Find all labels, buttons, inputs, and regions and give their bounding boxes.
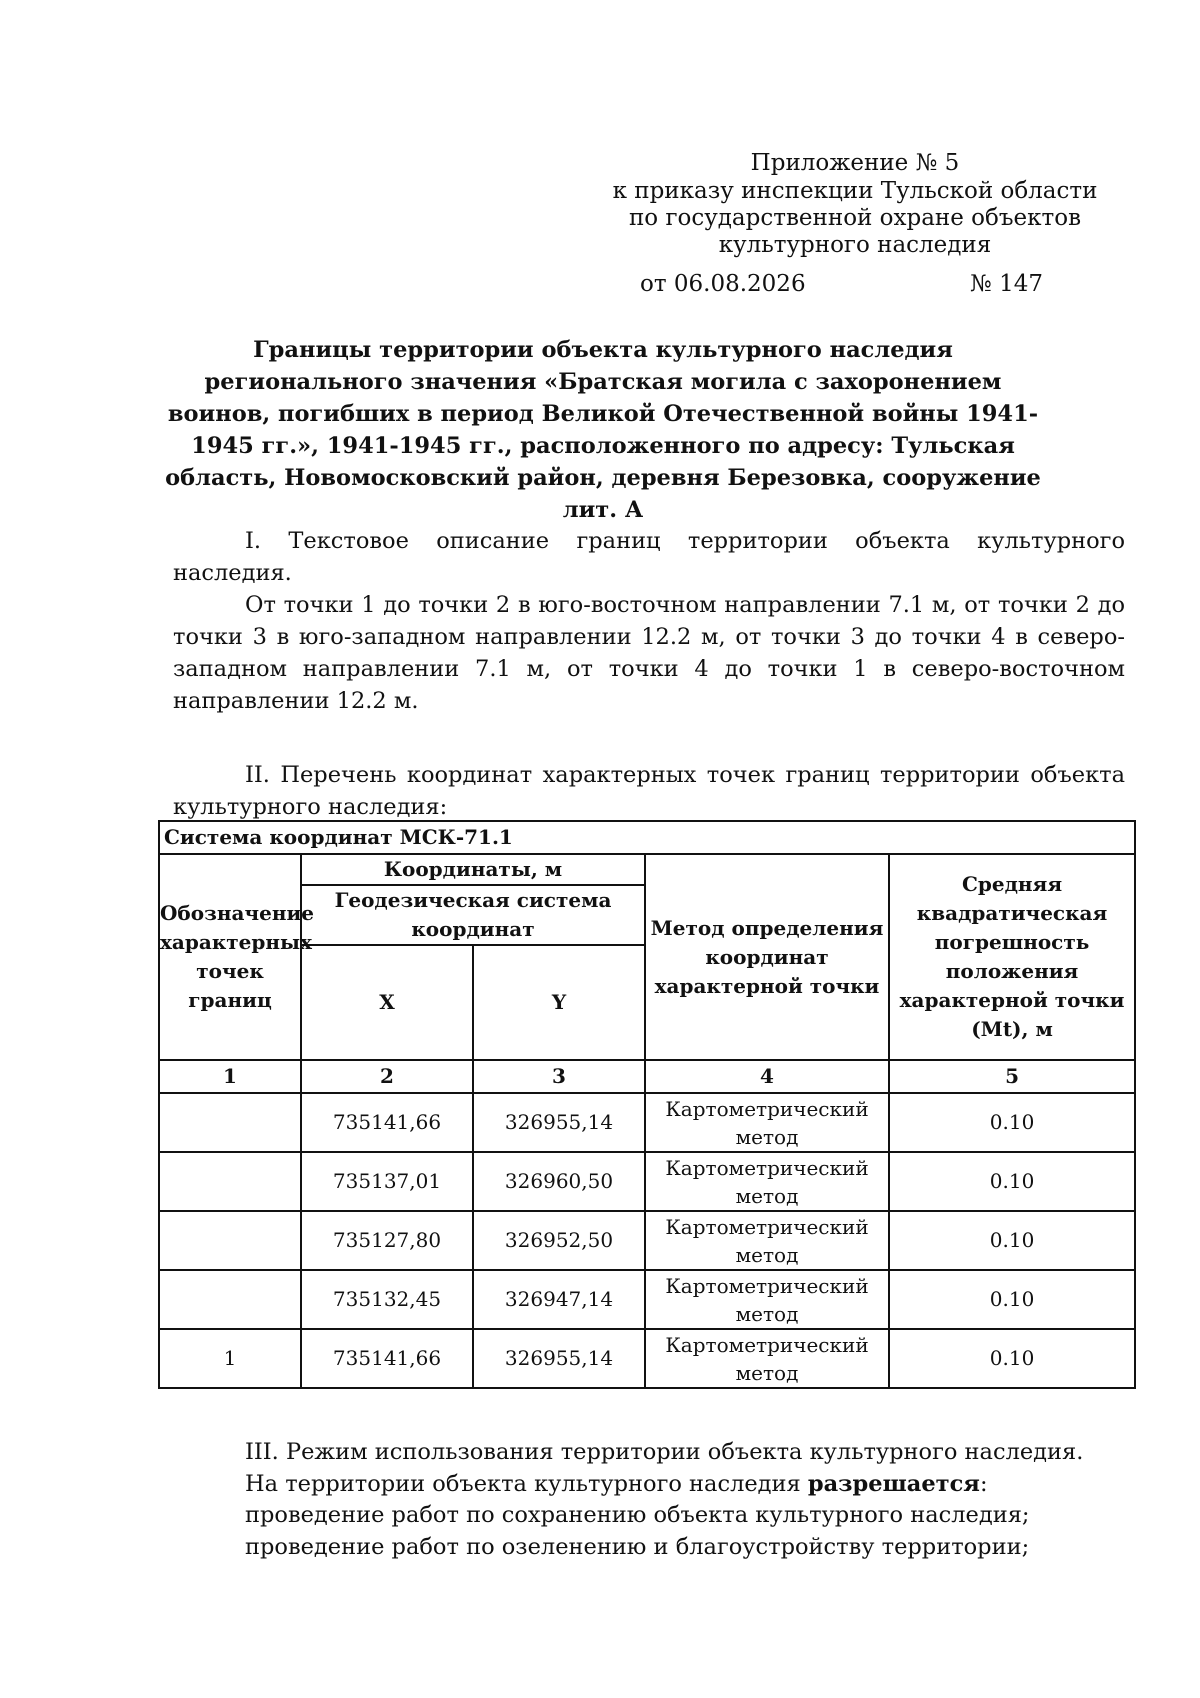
cell-point (159, 1211, 301, 1270)
table-row (159, 1093, 1135, 1152)
cell-mt: 0.10 (889, 1270, 1135, 1329)
table-row (159, 1211, 1135, 1270)
cell-x: 735127,80 (301, 1211, 473, 1270)
cell-x: 735141,66 (301, 1329, 473, 1388)
allowed-keyword: разрешается (807, 1470, 980, 1497)
table-system-row (159, 821, 1135, 854)
table-header-row (159, 854, 1135, 885)
allowed-prefix: На территории объекта культурного наследия (245, 1470, 808, 1497)
section-1-text: От точки 1 до точки 2 в юго-восточном направлении 7.1 м, от точки 2 до точки 3 в юго-западном направлении 12.2 м, от точки 3 до точки 4 в северо-западном направлении 7.1 м, от точки 4 до точки 1 в северо-восточном направлении 12.2 м. (173, 592, 1125, 714)
cell-y: 326955,14 (473, 1329, 645, 1388)
document-title: Границы территории объекта культурного наследия регионального значения «Братская могила с захоронением воинов, погибших в период Великой Отечественной войны 1941-1945 гг.», 1941-1945 гг., расположенного по адресу: Тульская область, Новомосковский район, деревня Березовка, сооружение лит. А (165, 337, 1041, 523)
header-x: X (301, 945, 473, 1060)
cell-method: Картометрический метод (645, 1152, 889, 1211)
cell-x: 735137,01 (301, 1152, 473, 1211)
header-y: Y (473, 945, 645, 1060)
cell-method: Картометрический метод (645, 1270, 889, 1329)
allowed-item: проведение работ по сохранению объекта культурного наследия; (245, 1502, 1030, 1528)
cell-point (159, 1152, 301, 1211)
appendix-order-line: к приказу инспекции Тульской области (612, 178, 1098, 204)
cell-mt: 0.10 (889, 1329, 1135, 1388)
order-number: № 147 (970, 271, 1043, 297)
column-number: 1 (159, 1060, 301, 1093)
allowed-item: проведение работ по озеленению и благоустройству территории; (245, 1533, 1030, 1560)
cell-mt: 0.10 (889, 1211, 1135, 1270)
cell-x: 735132,45 (301, 1270, 473, 1329)
allowed-line (245, 1469, 1145, 1501)
appendix-authority-line: по государственной охране объектов (628, 205, 1082, 231)
table-row (159, 1152, 1135, 1211)
allowed-suffix: : (979, 1470, 988, 1497)
section-1-heading: I. Текстовое описание границ территории объекта культурного наследия. (173, 528, 1125, 586)
cell-y: 326955,14 (473, 1093, 645, 1152)
cell-x: 735141,66 (301, 1093, 473, 1152)
cell-point: 1 (159, 1329, 301, 1388)
section-3 (245, 1437, 1145, 1563)
section-2-heading: II. Перечень координат характерных точек границ территории объекта культурного наследия: (173, 762, 1125, 820)
cell-method: Картометрический метод (645, 1329, 889, 1388)
header-point-designation: Обозначение характерных точек границ (159, 854, 301, 1060)
section-3-heading: III. Режим использования территории объекта культурного наследия. (245, 1439, 1084, 1465)
column-number: 2 (301, 1060, 473, 1093)
cell-point (159, 1270, 301, 1329)
coordinate-system-label: Система координат МСК-71.1 (159, 821, 1135, 854)
coordinates-table-wrapper (158, 820, 1134, 1389)
header-coordinates: Координаты, м (301, 854, 645, 885)
cell-y: 326960,50 (473, 1152, 645, 1211)
header-error: Средняя квадратическая погрешность положения характерной точки (Mt), м (889, 854, 1135, 1060)
cell-point (159, 1093, 301, 1152)
cell-mt: 0.10 (889, 1152, 1135, 1211)
cell-method: Картометрический метод (645, 1093, 889, 1152)
column-number: 3 (473, 1060, 645, 1093)
cell-mt: 0.10 (889, 1093, 1135, 1152)
column-number: 4 (645, 1060, 889, 1093)
table-column-numbers-row (159, 1060, 1135, 1093)
appendix-label: Приложение № 5 (750, 150, 960, 176)
appendix-heritage-line: культурного наследия (718, 232, 992, 258)
header-method: Метод определения координат характерной точки (645, 854, 889, 1060)
table-row (159, 1329, 1135, 1388)
header-geodetic-system: Геодезическая система координат (301, 885, 645, 945)
appendix-header (600, 150, 1110, 259)
cell-method: Картометрический метод (645, 1211, 889, 1270)
cell-y: 326947,14 (473, 1270, 645, 1329)
cell-y: 326952,50 (473, 1211, 645, 1270)
coordinates-table (158, 820, 1136, 1389)
order-date: от 06.08.2026 (640, 271, 806, 297)
column-number: 5 (889, 1060, 1135, 1093)
table-row (159, 1270, 1135, 1329)
